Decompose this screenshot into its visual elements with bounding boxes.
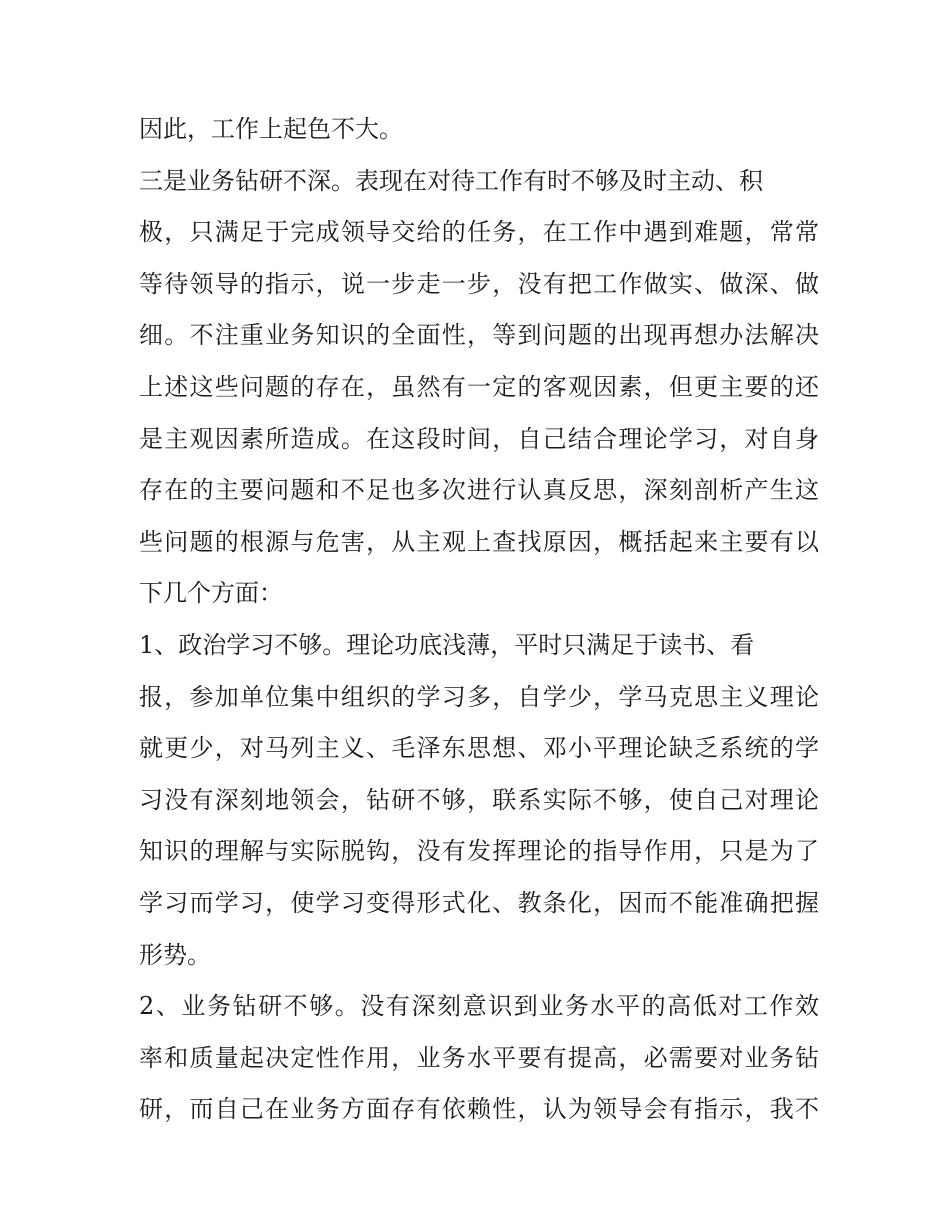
text-line: 下几个方面： (139, 579, 283, 608)
text-line: 因此，工作上起色不大。 (139, 115, 403, 143)
text-line: 学习而学习，使学习变得形式化、教条化，因而不能准确把握 (139, 888, 819, 917)
text-line: 极，只满足于完成领导交给的任务，在工作中遇到难题，常常 (139, 218, 819, 247)
text-line: 存在的主要问题和不足也多次进行认真反思，深刻剖析产生这 (139, 476, 819, 505)
text-line: 三是业务钻研不深。表现在对待工作有时不够及时主动、积 (139, 166, 763, 195)
text-line: 报，参加单位集中组织的学习多，自学少，学马克思主义理论 (139, 682, 819, 711)
text-line: 些问题的根源与危害，从主观上查找原因，概括起来主要有以 (139, 527, 819, 556)
text-line: 细。不注重业务知识的全面性，等到问题的出现再想办法解决 (139, 321, 819, 350)
text-line: 2、业务钻研不够。没有深刻意识到业务水平的高低对工作效 (139, 992, 819, 1021)
text-line: 研，而自己在业务方面存有依赖性，认为领导会有指示，我不 (139, 1095, 819, 1124)
text-line: 习没有深刻地领会，钻研不够，联系实际不够，使自己对理论 (139, 785, 819, 814)
text-line: 形势。 (139, 940, 211, 969)
text-line: 就更少，对马列主义、毛泽东思想、邓小平理论缺乏系统的学 (139, 734, 819, 763)
text-line: 等待领导的指示，说一步走一步，没有把工作做实、做深、做 (139, 269, 819, 298)
text-line: 率和质量起决定性作用，业务水平要有提高，必需要对业务钻 (139, 1043, 819, 1072)
text-line: 知识的理解与实际脱钩，没有发挥理论的指导作用，只是为了 (139, 837, 819, 866)
text-line: 1、政治学习不够。理论功底浅薄，平时只满足于读书、看 (139, 630, 755, 659)
text-line: 是主观因素所造成。在这段时间，自己结合理论学习，对自身 (139, 424, 819, 453)
text-line: 上述这些问题的存在，虽然有一定的客观因素，但更主要的还 (139, 372, 819, 401)
document-body (139, 104, 819, 1136)
